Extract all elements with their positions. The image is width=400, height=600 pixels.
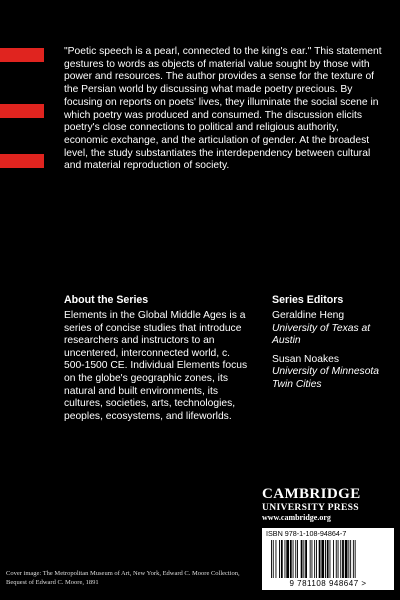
editor-entry (272, 310, 392, 348)
barcode-bar (273, 540, 274, 578)
barcode-bar (312, 540, 313, 578)
editor-affiliation: University of Texas at Austin (272, 322, 371, 347)
series-editors-heading: Series Editors (272, 294, 344, 306)
red-accent-bar-1 (0, 48, 44, 62)
barcode-bar (285, 540, 286, 578)
publisher-subtitle: UNIVERSITY PRESS (262, 502, 359, 513)
barcode-bar (340, 540, 341, 578)
publisher-logo (262, 486, 392, 523)
barcode-bar (345, 540, 348, 578)
cover-image-credit: Cover image: The Metropolitan Museum of Art, New York, Edward C. Moore Collection, Bequest of Edward C. Moore, 1891 (6, 570, 240, 586)
barcode-bar (297, 540, 298, 578)
isbn-barcode (262, 528, 394, 590)
barcode-bar (316, 540, 317, 578)
about-series-heading: About the Series (64, 294, 149, 306)
barcode-bar (325, 540, 326, 578)
about-series-text: Elements in the Global Middle Ages is a series of concise studies that introduce researchers and instructors to an uncentered, interconnected world, c. 500-1500 CE. Individual Elements focus on the globe's geographic zones, its natural and built environments, its cultures, societies, arts, technologies, peoples, ecosystems, and lifeworlds. (64, 310, 248, 422)
publisher-url: www.cambridge.org (262, 513, 331, 522)
back-cover-blurb: "Poetic speech is a pearl, connected to the king's ear." This statement gestures to words as objects of material value sought by those with power and resources. The author provides a sense for the texture of the Persian world by discussing what made poetry precious. By focusing on reports on poets' lives, they illuminate the social scene in which poetry was produced and consumed. The discussion elicits poetry's close connections to political and religious authority, economic exchange, and the articulation of gender. At the broadest level, the study substantiates the interdependency between cultural and material reproduction of society. (64, 46, 382, 172)
barcode-bar (336, 540, 337, 578)
barcode-bar (321, 540, 324, 578)
barcode-bars (271, 540, 387, 578)
barcode-bar (305, 540, 307, 578)
barcode-bar (271, 540, 272, 578)
series-editors-section (272, 294, 392, 398)
barcode-bar (303, 540, 304, 578)
barcode-bar (319, 540, 321, 578)
barcode-bar (279, 540, 280, 578)
barcode-bar (295, 540, 296, 578)
barcode-digits: 9 781108 948647 > (289, 579, 367, 588)
barcode-bar (327, 540, 329, 578)
editor-affiliation: University of Minnesota Twin Cities (272, 366, 380, 390)
barcode-bar (333, 540, 334, 578)
barcode-bar (310, 540, 311, 578)
barcode-bar (293, 540, 294, 578)
isbn-label: ISBN 978-1-108-94864-7 (266, 529, 347, 538)
barcode-bar (342, 540, 344, 578)
red-accent-bar-2 (0, 104, 44, 118)
barcode-bar (314, 540, 315, 578)
barcode-bar (355, 540, 356, 578)
barcode-bar (350, 540, 351, 578)
barcode-bar (353, 540, 354, 578)
editor-entry (272, 354, 392, 392)
barcode-bar (290, 540, 292, 578)
barcode-bar (348, 540, 349, 578)
barcode-bar (286, 540, 289, 578)
about-series-section (64, 294, 249, 423)
barcode-bar (276, 540, 277, 578)
barcode-bar (301, 540, 303, 578)
red-accent-bar-3 (0, 154, 44, 168)
barcode-bar (281, 540, 283, 578)
publisher-name: CAMBRIDGE (262, 486, 361, 502)
barcode-bar (330, 540, 331, 578)
barcode-bar (338, 540, 339, 578)
editor-name: Susan Noakes (272, 353, 339, 365)
editor-name: Geraldine Heng (272, 310, 345, 321)
